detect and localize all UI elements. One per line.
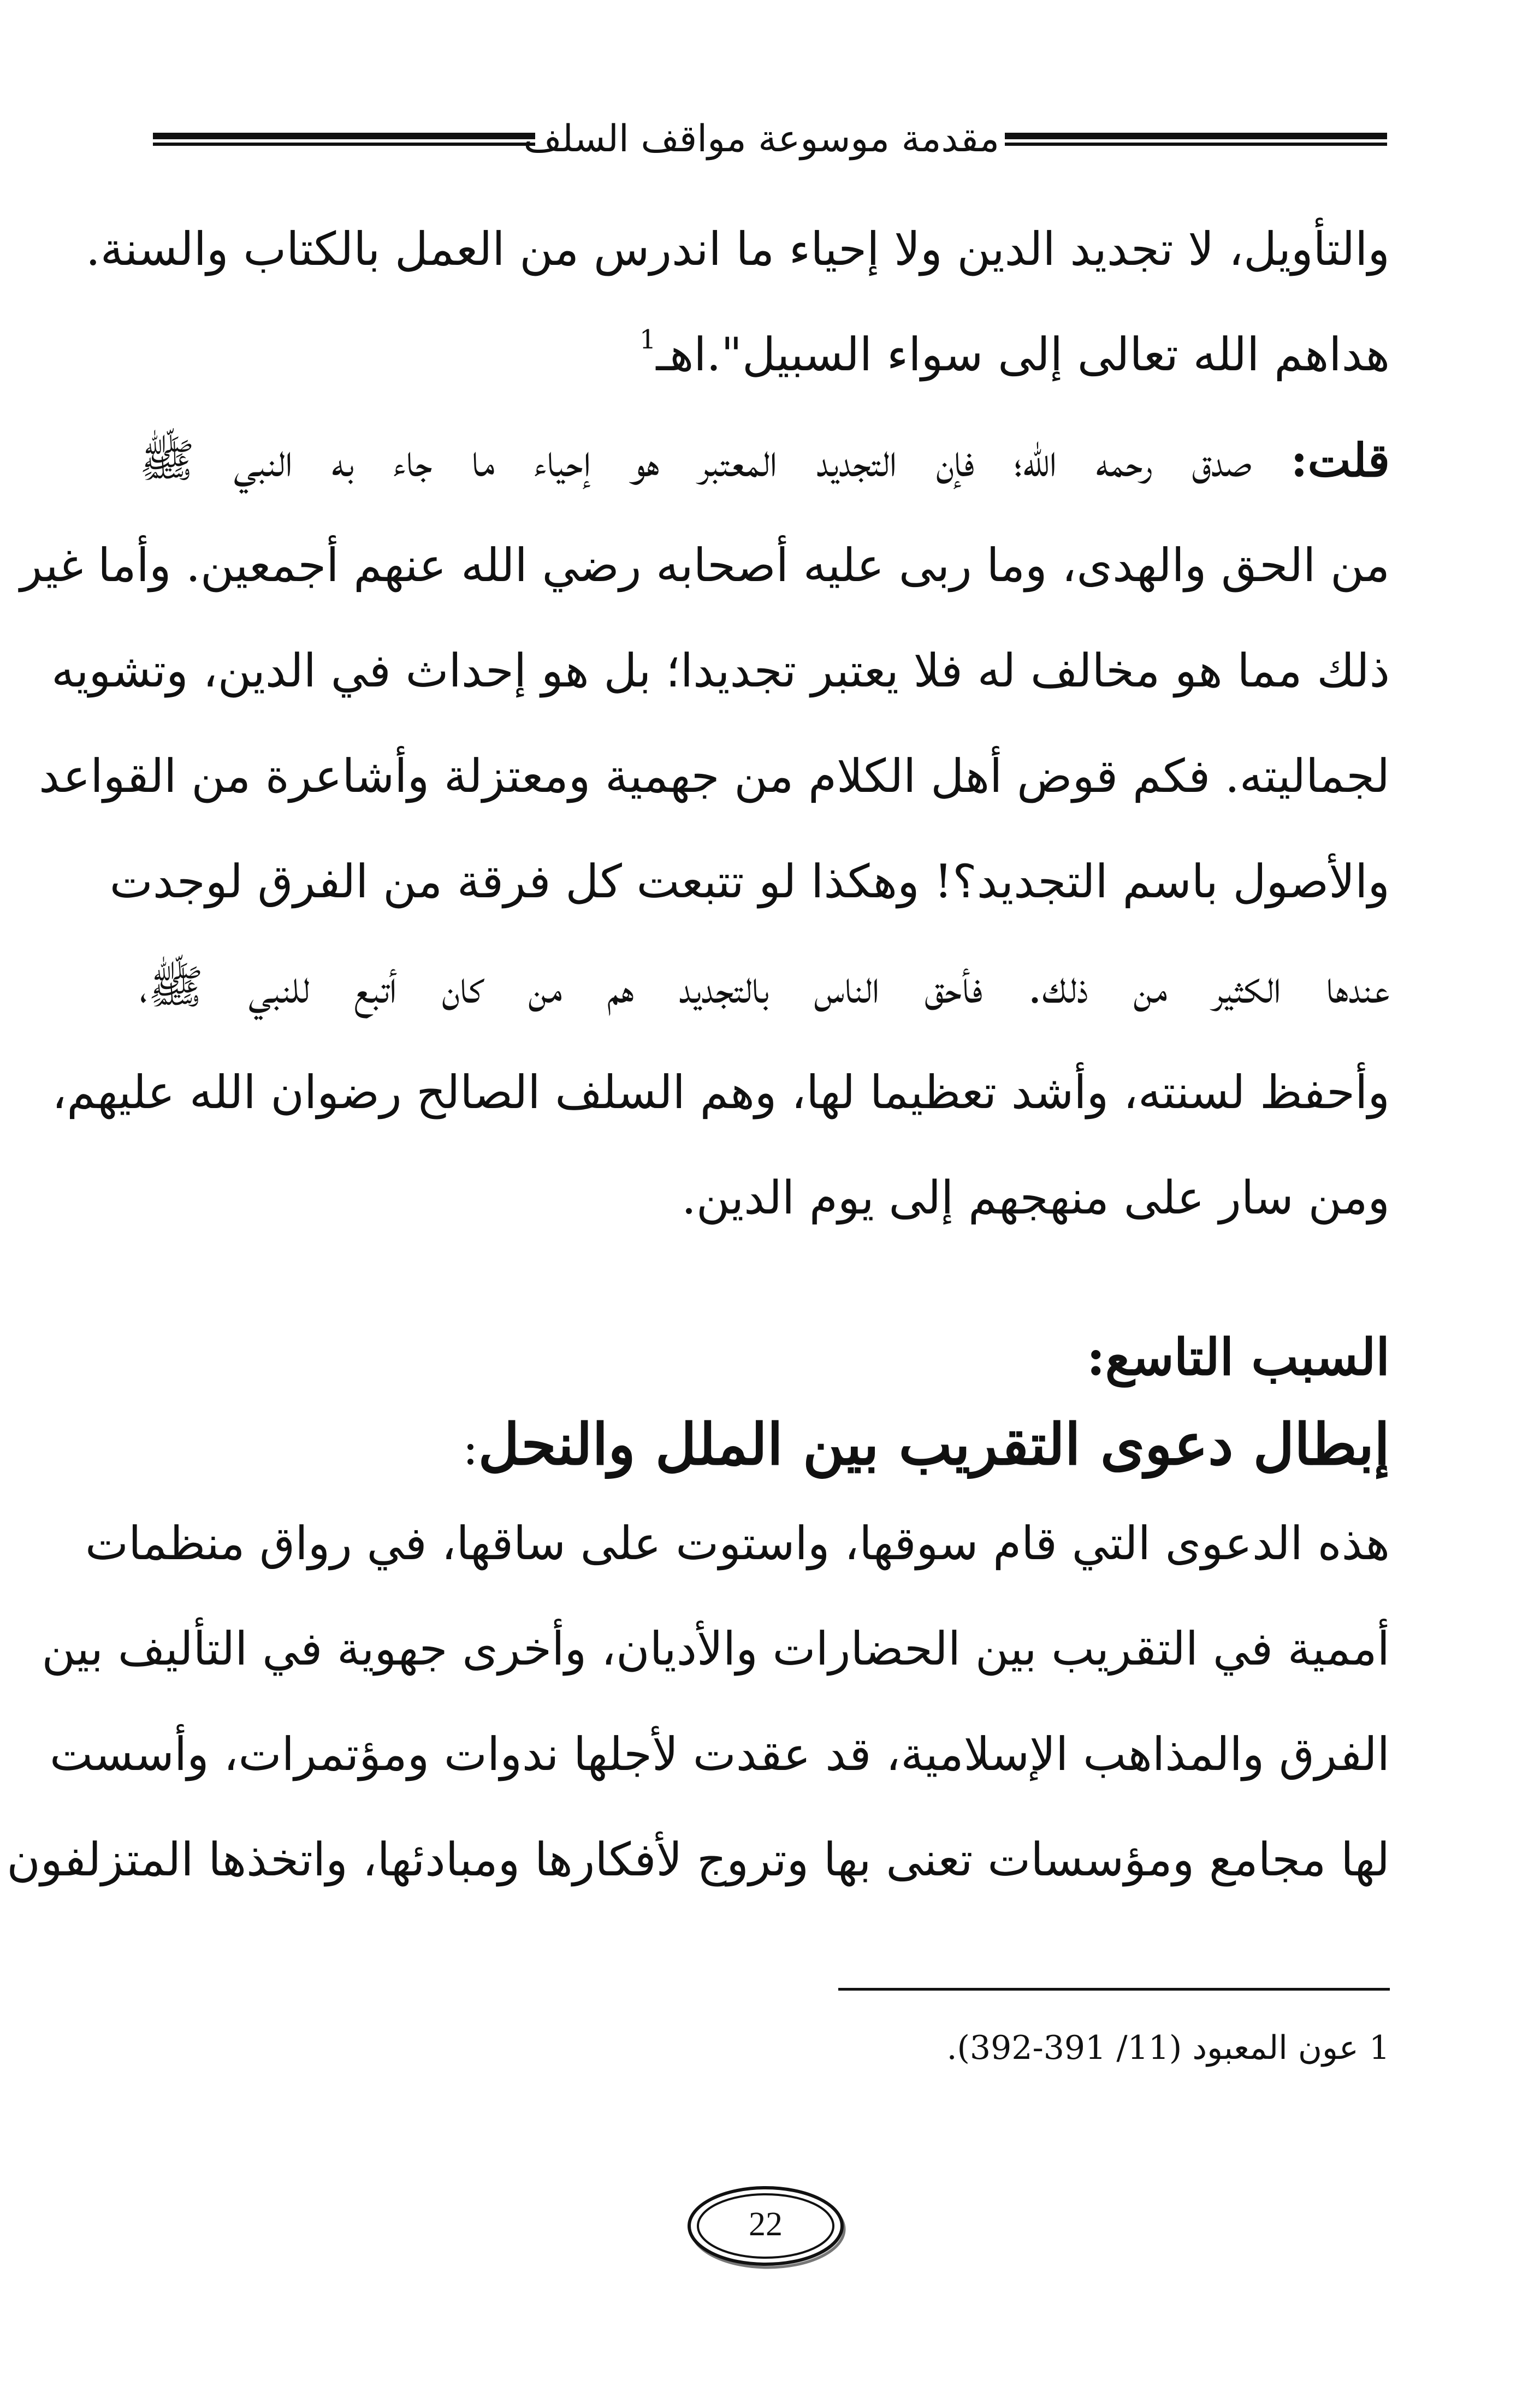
text-line: لجماليته. فكم قوض أهل الكلام من جهمية ومعتزلة وأشاعرة من القواعد: [39, 749, 1390, 803]
text-line: أممية في التقريب بين الحضارات والأديان، وأخرى جهوية في التأليف بين: [42, 1622, 1390, 1675]
text-line: والأصول باسم التجديد؟! وهكذا لو تتبعت كل فرقة من الفرق لوجدت: [109, 855, 1390, 908]
page-body: [7, 197, 1390, 1913]
text-line: وأحفظ لسنته، وأشد تعظيما لها، وهم السلف الصالح رضوان الله عليهم،: [52, 1065, 1390, 1119]
text-line: من الحق والهدى، وما ربى عليه أصحابه رضي الله عنهم أجمعين. وأما غير: [20, 538, 1390, 592]
text-line: هذه الدعوى التي قام سوقها، واستوت على ساقها، في رواق منظمات: [85, 1517, 1390, 1570]
text-line-content: هداهم الله تعالى إلى سواء السبيل".اهـ: [656, 328, 1390, 381]
text-line: [139, 407, 1390, 513]
running-header: [147, 112, 1387, 172]
section-heading: السبب التاسع:: [1086, 1328, 1390, 1387]
text-line: ذلك مما هو مخالف له فلا يعتبر تجديدا؛ بل هو إحداث في الدين، وتشويه: [51, 644, 1390, 697]
header-rule-left: [153, 133, 535, 147]
paragraph-lead: قلت:: [1290, 433, 1390, 487]
text-line: الفرق والمذاهب الإسلامية، قد عقدت لأجلها ندوات ومؤتمرات، وأسست: [50, 1727, 1390, 1781]
footnote-divider: [838, 1988, 1390, 1991]
header-title: مقدمة موسوعة مواقف السلف: [523, 117, 999, 161]
text-line: لها مجامع ومؤسسات تعنى بها وتروج لأفكارها ومبادئها، واتخذها المتزلفون: [7, 1833, 1390, 1886]
page-number-badge: [684, 2183, 848, 2273]
footnote: 1 عون المعبود (11/ 391-392).: [946, 2029, 1390, 2067]
section-subheading: [139, 1398, 1390, 1491]
text-line: عندها الكثير من ذلك. فأحق الناس بالتجديد هم من كان أتبع للنبي ﷺ،: [139, 960, 1390, 1014]
text-line-content: صدق رحمه الله؛ فإن التجديد المعتبر هو إحياء ما جاء به النبي ﷺ: [139, 434, 1252, 487]
section-subheading-text: إبطال دعوى التقريب بين الملل والنحل: [478, 1411, 1390, 1478]
text-line: والتأويل، لا تجديد الدين ولا إحياء ما اندرس من العمل بالكتاب والسنة.: [86, 222, 1390, 276]
text-line: [139, 302, 1390, 407]
page-number: 22: [749, 2206, 783, 2243]
header-rule-right: [1005, 133, 1387, 147]
section-subheading-colon: :: [463, 1422, 478, 1475]
text-line: ومن سار على منهجهم إلى يوم الدين.: [682, 1171, 1390, 1224]
footnote-reference: 1: [639, 324, 656, 355]
